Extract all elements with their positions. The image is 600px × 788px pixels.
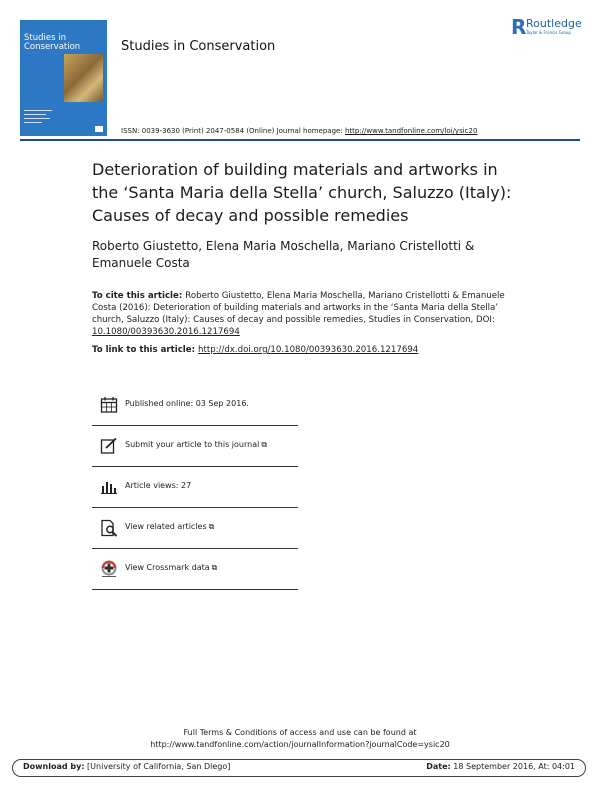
link-label: To link to this article: <box>92 345 199 355</box>
cite-label: To cite this article: <box>92 291 186 301</box>
edit-icon <box>100 437 118 455</box>
header-divider <box>20 139 580 141</box>
crossmark-icon <box>100 560 118 578</box>
citation-block <box>92 290 517 338</box>
issn-text: ISSN: 0039-3630 (Print) 2047-0584 (Online) Journal homepage: <box>121 127 345 135</box>
external-link-icon: ⧉ <box>211 563 218 572</box>
terms-text: Full Terms & Conditions of access and use can be found at <box>183 728 417 737</box>
terms-block <box>0 727 600 751</box>
cover-publisher-logo <box>95 126 103 132</box>
date-label: Date: <box>426 762 451 771</box>
cite-doi-link[interactable]: 10.1080/00393630.2016.1217694 <box>92 327 240 337</box>
cover-title: Studies in Conservation <box>24 33 81 53</box>
related-articles-row[interactable] <box>92 508 298 549</box>
article-doi-link[interactable]: http://dx.doi.org/10.1080/00393630.2016.1217694 <box>198 345 419 355</box>
published-row <box>92 385 298 426</box>
submit-article-link[interactable]: Submit your article to this journal <box>125 440 260 449</box>
article-views-row <box>92 467 298 508</box>
bar-chart-icon <box>100 478 118 496</box>
article-link-line <box>92 345 418 355</box>
article-authors: Roberto Giustetto, Elena Maria Moschella, Mariano Cristellotti & Emanuele Costa <box>92 239 475 270</box>
journal-cover-image <box>20 20 107 136</box>
downloaded-by-label: Download by: <box>23 762 85 771</box>
article-info-list <box>92 385 298 590</box>
article-title: Deterioration of building materials and artworks in the ‘Santa Maria della Stella’ church, Saluzzo (Italy): Causes of decay and possible remedies <box>92 160 512 225</box>
crossmark-link[interactable]: View Crossmark data <box>125 563 210 572</box>
cite-text: Roberto Giustetto, Elena Maria Moschella, Mariano Cristellotti & Emanuele Costa (2016): Deterioration of building materials and artworks in the ‘Santa Maria della Stella’ church, Saluzzo (Italy): Causes of decay and possible remedies, Studies in Conservation, DOI: <box>92 291 505 325</box>
related-articles-link[interactable]: View related articles <box>125 522 207 531</box>
download-info-bar <box>12 759 586 777</box>
publisher-subtitle: Taylor & Francis Group <box>526 30 571 35</box>
journal-homepage-link[interactable]: http://www.tandfonline.com/loi/ysic20 <box>344 127 478 135</box>
submit-article-row[interactable] <box>92 426 298 467</box>
related-articles-icon <box>100 519 118 537</box>
published-date: Published online: 03 Sep 2016. <box>125 399 249 408</box>
terms-url[interactable]: http://www.tandfonline.com/action/journalInformation?journalCode=ysic20 <box>150 740 450 749</box>
external-link-icon: ⧉ <box>208 522 215 531</box>
date-value: 18 September 2016, At: 04:01 <box>450 762 575 771</box>
downloaded-by-value: [University of California, San Diego] <box>84 762 231 771</box>
routledge-logo-icon: R <box>511 15 527 39</box>
crossmark-row[interactable] <box>92 549 298 590</box>
publisher-name: Routledge <box>526 17 582 30</box>
cover-artwork <box>64 54 103 102</box>
calendar-icon <box>100 396 118 414</box>
external-link-icon: ⧉ <box>261 440 268 449</box>
issn-line <box>121 127 477 135</box>
article-views: Article views: 27 <box>125 481 192 490</box>
journal-title: Studies in Conservation <box>121 39 276 54</box>
